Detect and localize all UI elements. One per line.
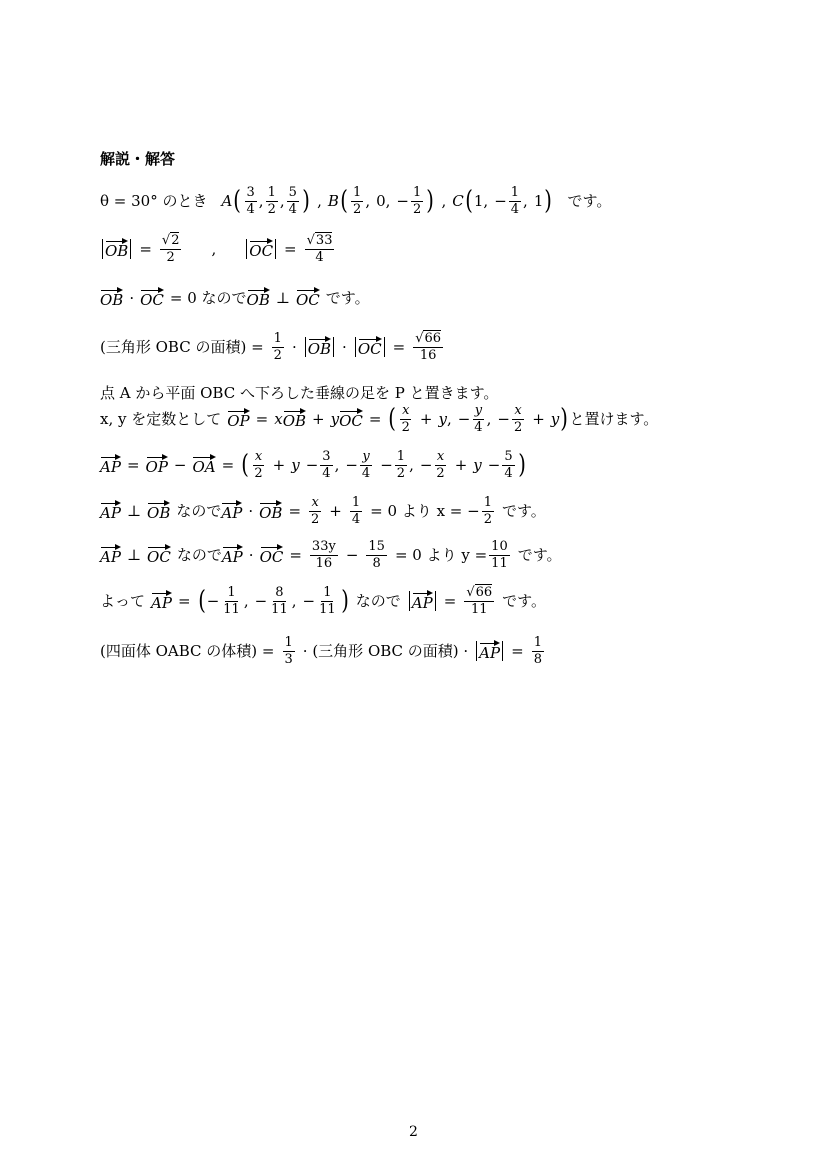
tetrahedron-volume-line: (四面体 OABC の体積) = $\frac{1}{3}$ · (三角形 OBC の面積) · AP = $\frac{1}{8}$	[100, 635, 542, 667]
fraction: $\frac{x}{2}$	[401, 403, 410, 435]
point-c-label: C	[452, 191, 464, 210]
fraction: $\frac{1}{4}$	[351, 495, 361, 527]
vector-ap: AP	[100, 545, 121, 565]
vector-oc: OC	[296, 288, 320, 308]
vector-oc: OC	[140, 288, 164, 308]
vector-ob: OB	[259, 501, 282, 521]
vector-ob: OB	[100, 288, 123, 308]
perpendicular-line: OB · OC = 0 なので OB ⊥ OC です。	[100, 288, 370, 309]
x-solution-line: AP ⊥ OB なので AP · OB = $\frac{x}{2}$ + $\frac{1}{4}$ = 0 より x = − $\frac{1}{2}$ です。	[100, 495, 546, 527]
point-b-label: B	[327, 191, 339, 210]
fraction: $\frac{5}{4}$	[504, 449, 513, 481]
fraction: $\frac{33y}{16}$	[311, 539, 336, 571]
vector-oc: OC	[260, 545, 284, 565]
op-expression-line: x, y を定数として OP = x OB + y OC = ( $\frac{x}{2}$ + y , − $\frac{y}{4}$ , − $\frac{x}{2}$ + y ) と置けます。	[100, 403, 659, 435]
fraction: $\frac{√66}{11}$	[466, 585, 493, 617]
section-heading: 解説・解答	[100, 150, 176, 168]
theta-condition: θ = 30° のとき	[100, 191, 208, 210]
fraction: $\frac{1}{2}$	[483, 495, 492, 527]
vector-oa: OA	[192, 455, 215, 475]
ap-expression-line: AP = OP − OA = ( $\frac{x}{2}$ + y − $\frac{3}{4}$ , − $\frac{y}{4}$ − $\frac{1}{2}$ , − $\frac{x}{2}$ + y − $\frac{5}{4}$ )	[100, 449, 526, 481]
fraction: $\frac{x}{2}$	[311, 495, 320, 527]
fraction: $\frac{y}{4}$	[361, 449, 371, 481]
vector-ap: AP	[222, 545, 243, 565]
vector-ob: OB	[247, 288, 270, 308]
fraction: $\frac{1}{3}$	[284, 635, 293, 667]
magnitudes-line: OB = $\frac{√2}{2}$ , OC = $\frac{√33}{4}$	[100, 234, 336, 264]
foot-of-perpendicular-text: 点 A から平面 OBC へ下ろした垂線の足を P と置きます。	[100, 384, 499, 402]
vector-ap: AP	[100, 455, 121, 475]
vector-oc: OC	[358, 337, 382, 357]
vector-oc: OC	[249, 239, 273, 259]
point-a-label: A	[221, 191, 233, 210]
fraction: $\frac{3}{4}$	[322, 449, 331, 481]
fraction: $\frac{1}{11}$	[223, 585, 240, 617]
vector-op: OP	[227, 409, 249, 429]
vector-ap: AP	[479, 641, 500, 661]
fraction: $\frac{x}{2}$	[436, 449, 445, 481]
fraction: $\frac{5}{4}$	[288, 185, 297, 217]
fraction: $\frac{1}{11}$	[319, 585, 336, 617]
fraction: $\frac{10}{11}$	[491, 539, 508, 571]
fraction: $\frac{1}{2}$	[267, 185, 276, 217]
vector-ap: AP	[221, 501, 242, 521]
vector-oc: OC	[147, 545, 171, 565]
ap-result-line: よって AP = ( − $\frac{1}{11}$ , − $\frac{8}{11}$ , − $\frac{1}{11}$ ) なので AP = $\frac{√66}{11}$ です。	[100, 585, 546, 617]
page-number: 2	[409, 1124, 418, 1140]
fraction: $\frac{1}{4}$	[510, 185, 520, 217]
vector-ap: AP	[412, 591, 433, 611]
vector-ob: OB	[147, 501, 170, 521]
fraction: $\frac{√33}{4}$	[306, 233, 333, 265]
vector-ap: AP	[151, 591, 172, 611]
vector-ob: OB	[105, 239, 128, 259]
fraction: $\frac{x}{2}$	[254, 449, 263, 481]
fraction: $\frac{1}{2}$	[413, 185, 422, 217]
vector-ap: AP	[100, 501, 121, 521]
fraction: $\frac{1}{8}$	[533, 635, 542, 667]
fraction: $\frac{15}{8}$	[368, 539, 385, 571]
fraction: $\frac{3}{4}$	[246, 185, 255, 217]
y-solution-line: AP ⊥ OC なので AP · OC = $\frac{33y}{16}$ − $\frac{15}{8}$ = 0 より y = $\frac{10}{11}$ です。	[100, 539, 562, 571]
coordinates-line: θ = 30° のとき A ( $\frac{3}{4}$ , $\frac{1}{2}$ , $\frac{5}{4}$ ) , B ( $\frac{1}{2}$ , 0 , − $\frac{1}{2}$ ) , C ( 1 , − $\frac{1}{4}$ , 1 ) です。	[100, 185, 612, 217]
fraction: $\frac{√66}{16}$	[415, 331, 442, 363]
fraction: $\frac{x}{2}$	[513, 403, 523, 435]
vector-oc: OC	[339, 409, 363, 429]
fraction: $\frac{y}{4}$	[474, 403, 483, 435]
fraction: $\frac{1}{2}$	[353, 185, 362, 217]
fraction: $\frac{8}{11}$	[271, 585, 288, 617]
fraction: $\frac{1}{2}$	[396, 449, 406, 481]
fraction: $\frac{1}{2}$	[273, 331, 282, 363]
fraction: $\frac{√2}{2}$	[161, 233, 180, 265]
triangle-area-line: (三角形 OBC の面積) = $\frac{1}{2}$ · OB · OC = $\frac{√66}{16}$	[100, 331, 442, 363]
vector-ob: OB	[308, 337, 331, 357]
vector-op: OP	[146, 455, 168, 475]
vector-ob: OB	[283, 409, 306, 429]
